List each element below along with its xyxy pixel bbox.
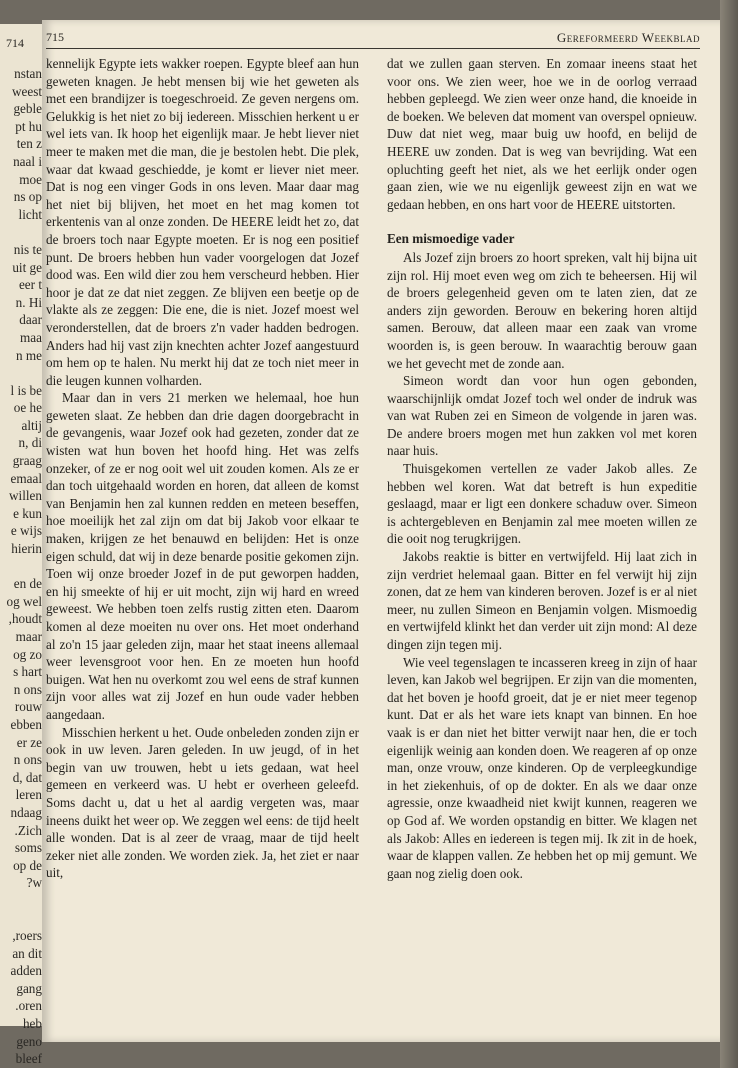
paragraph: Jakobs reaktie is bitter en vertwijfeld. Hij laat zich in zijn verdriet helemaal gaan. Bitter en fel verwijt hij zijn zonen, dat ze hem van kinderen beroven. Jozef is er al niet meer, nu zullen Simeon en Benjamin volgen. Mismoedig en vertwijfeld klinkt het dan verder uit zijn mond: Al deze dingen zijn tegen mij. [387, 549, 697, 652]
previous-page-strip [0, 24, 46, 1067]
book-edge [720, 0, 738, 1068]
previous-page-line: gang [16, 980, 42, 996]
previous-page-line: ten z [16, 136, 42, 152]
previous-page-line: hierin [11, 541, 42, 557]
previous-page-line: n me [15, 347, 42, 363]
previous-page-line [0, 558, 44, 576]
previous-page-line: geno [16, 1033, 42, 1049]
paragraph: kennelijk Egypte iets wakker roepen. Egypte bleef aan hun geweten knagen. Je hebt mensen bij wie het geweten als met een brandijzer is toegeschroeid. Ze geven nergens om. Gelukkig is het niet zo bij iedereen. Misschien herkent u er wel iets van. Ik hoop het eigenlijk maar. Je hebt liever niet meer te maken met die man, die je bestolen hebt. Die plek, waar dat kwaad geschiedde, je komt er liever niet meer. Dat is nog een vinger Gods in ons leven. Maar daar mag het niet bij blijven, het moet en het mag komen tot erkentenis van al onze zonden. De HEERE leidt het zo, dat de broers toch naar Egypte moeten. Er is nog een positief punt. De broers hebben hun vader voorgelogen dat Jozef dood was. Een wild dier zou hem verscheurd hebben. Hier hoor je dat ze dat niet zeggen. Ze blijven een beetje op de vlakte als ze zeggen: Die ene, die is niet. Jozef moest wel veronderstellen, dat de broers z'n vader hadden bedrogen. Anders had hij vast zijn knechten achter Jozef aangestuurd om hem op te halen. Nu merkt hij dat ze toch niet meer in die leugen kunnen volharden. [46, 56, 359, 388]
previous-page-line: e kun [13, 505, 42, 521]
left-column [46, 55, 359, 882]
previous-page-line: daar [19, 312, 42, 328]
previous-page-line: heb [22, 1016, 42, 1032]
previous-page-line: ndaag [10, 804, 42, 820]
previous-page-line: e wijs [10, 523, 42, 539]
previous-page-line: og wel [6, 593, 42, 609]
previous-page-line: n ons [13, 681, 42, 697]
previous-page-line: graag [12, 453, 42, 469]
previous-page-line: adden [10, 963, 42, 979]
previous-page-line: maar [15, 629, 42, 644]
previous-page-line: nstan [14, 66, 42, 81]
previous-page-line: n. Hi [15, 294, 42, 310]
previous-page-text [0, 65, 44, 1068]
previous-page-line: naal i [13, 153, 42, 169]
previous-page-line [0, 892, 44, 910]
page-number: 715 [46, 30, 64, 44]
previous-page-line: n ons [13, 752, 42, 768]
paragraph: dat we zullen gaan sterven. En zomaar ineens staat het voor ons. We zien weer, hoe we in de oorlog verraad hebben gepleegd. We zien weer onze hand, die knoeide in de boeken. We beleven dat moment van overspel opnieuw. Duw dat niet weg, maar buig uw hoofd, en belijd de HEERE uw zonden. Dat is weg van bevrijding. Wat een opluchting geeft het niet, als we het eerlijk onder ogen gaan zien, wie we nu eigenlijk geweest zijn en wat we gedaan hebben, en ons hart voor de HEERE uitstorten. [387, 56, 697, 212]
previous-page-line: ns op [13, 189, 42, 205]
previous-page-line: licht [18, 206, 42, 222]
previous-page-line: w? [26, 875, 42, 891]
previous-page-line: uit ge [12, 259, 42, 275]
previous-page-line: en de [13, 576, 42, 592]
paragraph: Wie veel tegenslagen te incasseren kreeg in zijn of haar leven, kan Jakob wel begrijpen. Er zijn van die momenten, dat het boven je hoofd groeit, dat je er niet meer tegenop kunt. Dat er als het ware iets knapt van binnen. En hoe vaak is er dan niet het bitter verwijt naar hen, die er toch eigenlijk weinig aan konden doen. We reageren af op onze man, onze vrouw, onze kinderen. Op de verpleegkundige in het ziekenhuis, of op de dokter. En als we daar onze agressie, onze kwaadheid niet kwijt kunnen, reageren we op God af. We worden opstandig en bitter. We klagen net als Jakob: Alles en iedereen is tegen mij. Ik zit in de hoek, waar de klappen vallen. Ze hebben het op mij gemunt. We gaan nog zielig doen ook. [387, 654, 697, 881]
previous-page-line: leren [15, 787, 42, 803]
previous-page-line: weest [11, 83, 42, 99]
paragraph: Maar dan in vers 21 merken we helemaal, hoe hun geweten slaat. Ze hebben dan drie dagen doorgebracht in de gevangenis, waar Jozef ook had gezeten, zonder dat ze wisten wat hun boven het hoofd hing. Het was zelfs onzeker, of ze er nog ooit wel uit zouden komen. Als ze er dan toch uitgehaald worden en horen, dat alleen de komst van Benjamin hen zal kunnen redden en meteen beseffen, hoe moeilijk het zal zijn om dat bij Jakob voor elkaar te maken, krijgen ze het benauwd en belijden: Het is onze eigen schuld, dat wij in deze benarde positie gekomen zijn. Toen wij onze broeder Jozef in de put geworpen hadden, en hij smeekte of hij er uit mocht, zijn wij hard en wreed geweest. We hebben toen zelfs rustig zitten eten. Daarom komen al deze moeiten nu over ons. Het moet onderhand al zo'n 15 jaar geleden zijn, maar het staat ineens allemaal weer levensgroot voor hen. En ze moeten hun hoofd buigen. Wat hen nu overkomt zou wel eens de straf kunnen zijn voor alles wat zij Jozef en hun oude vader hebben aangedaan. [46, 390, 359, 722]
previous-page-line: og zo [13, 646, 42, 662]
previous-page-line: d, dat [12, 769, 42, 785]
previous-page-line: nis te [13, 241, 42, 257]
previous-page-line: er ze [16, 734, 42, 750]
previous-page-line: houdt, [8, 611, 42, 627]
right-column [387, 55, 697, 882]
previous-page-line: roers, [12, 928, 42, 944]
previous-page-line: ebben [10, 716, 42, 732]
previous-page-line [0, 223, 44, 241]
previous-page-line: s hart [13, 664, 42, 680]
previous-page-line: soms [14, 840, 42, 856]
previous-page-line: moe [19, 171, 42, 187]
previous-page-line: emaal [10, 470, 42, 486]
previous-page-line: rouw [14, 699, 42, 715]
paragraph: Thuisgekomen vertellen ze vader Jakob alles. Ze hebben wel koren. Wat dat betreft is hun expeditie geslaagd, maar er ligt een donkere schaduw over. Simeon is achtergebleven en Benjamin zal mee moeten willen ze die ooit nog terugkrijgen. [387, 461, 697, 547]
page [42, 20, 722, 1042]
previous-page-line: oren. [15, 998, 42, 1014]
previous-page-line: eer t [18, 277, 42, 293]
previous-page-line: willen [9, 488, 42, 504]
paragraph: Als Jozef zijn broers zo hoort spreken, valt hij bijna uit zijn rol. Hij moet even weg om zich te beheersen. Hij wil de broers gelegenheid geven om te laten zien, dat ze anders zijn geworden. Berouw en bekering horen altijd samen. Berouw, dat alleen maar een zaak van vrome woorden is, is geen berouw. In waarachtig berouw gaan we het gevecht met de zonde aan. [387, 249, 697, 371]
journal-title: Gereformeerd Weekblad [556, 30, 700, 45]
previous-page-line: oe he [13, 400, 42, 416]
paragraph: Simeon wordt dan voor hun ogen gebonden, waarschijnlijk omdat Jozef toch wel onder de indruk was van wat Ruben zei en Simeon de volgende in jaren was. De andere broers mogen met hun zakken vol met koren naar huis. [387, 373, 697, 459]
previous-page-line [0, 364, 44, 382]
paragraph: Misschien herkent u het. Oude onbeleden zonden zijn er ook in uw leven. Jaren geleden. In uw jeugd, of in het begin van uw trouwen, hebt u iets gedaan, wat heel gemeen en verkeerd was. U hebt er overheen geleefd. Soms dacht u, dat u het al aardig vergeten was, maar ineens duikt het weer op. We zeggen wel eens: de tijd heelt alle wonden. Dat is al zeer de vraag, maar de tijd heelt zeker niet alle zonden. We worden ziek. Ja, het ziet er naar uit, [46, 724, 359, 881]
previous-page-line: altij [21, 417, 42, 433]
previous-page-line: an dit [12, 945, 42, 961]
previous-page-line: op de [13, 857, 42, 873]
previous-page-number: 714 [6, 36, 24, 50]
previous-page-line: pt hu [15, 118, 42, 134]
previous-page-line: Zich. [14, 822, 42, 838]
previous-page-line: geble [13, 101, 42, 117]
previous-page-line [0, 910, 44, 928]
previous-page-line: n, di [18, 435, 42, 451]
previous-page-line: bleef [15, 1051, 42, 1067]
previous-page-line: maa [20, 329, 42, 345]
page-header [46, 28, 700, 49]
previous-page-line: l is be [10, 382, 42, 398]
section-heading: Een mismoedige vader [387, 231, 515, 247]
